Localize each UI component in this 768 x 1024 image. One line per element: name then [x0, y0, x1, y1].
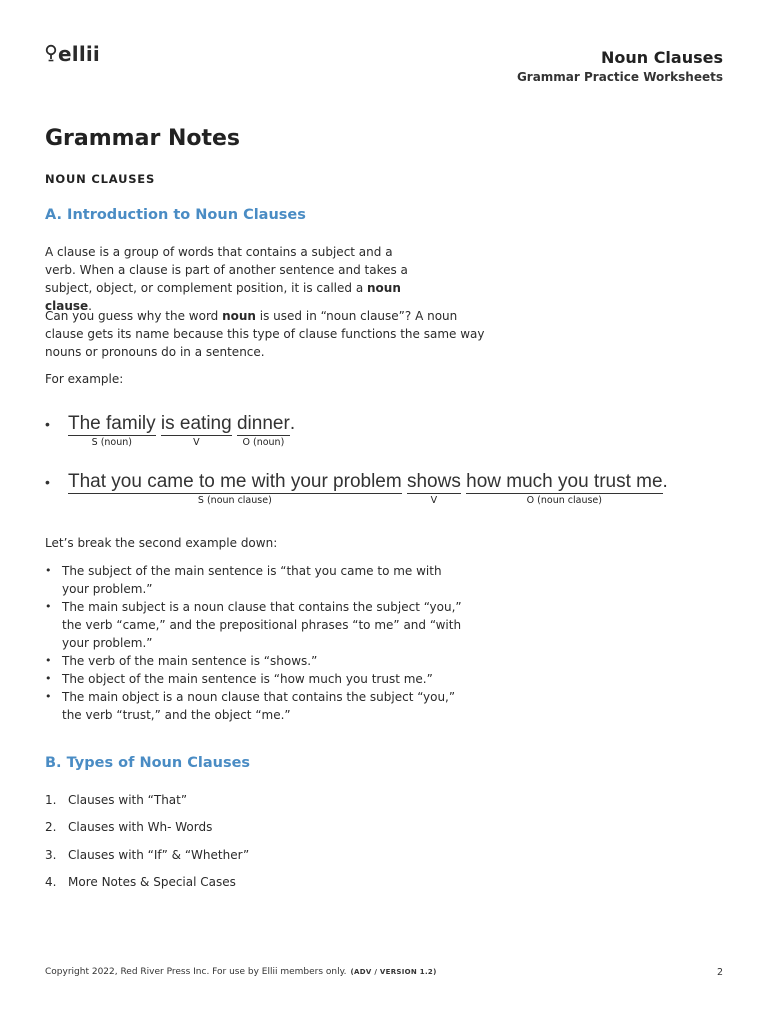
- list-item: • The main object is a noun clause that contains the subject “you,” the verb “trust,” and the object “me.”: [45, 688, 465, 724]
- section-b-heading: B. Types of Noun Clauses: [45, 755, 251, 771]
- document-title: Noun Clauses: [600, 48, 723, 67]
- page-title: Grammar Notes: [45, 126, 241, 151]
- bullet: •: [45, 474, 50, 490]
- object-label: O (noun): [242, 437, 285, 449]
- copyright-footer: Copyright 2022, Red River Press Inc. For use by Ellii members only. (ADV / VERSION 1.2): [45, 967, 437, 977]
- section-a-heading: A. Introduction to Noun Clauses: [45, 207, 306, 223]
- breakdown-intro: Let’s break the second example down:: [45, 536, 278, 550]
- object-label: O (noun clause): [526, 495, 602, 507]
- logo-text: ellii: [58, 42, 100, 66]
- document-header: [517, 48, 723, 85]
- example-verb: is eating V: [160, 413, 232, 449]
- list-item: 3. Clauses with “If” & “Whether”: [45, 847, 250, 862]
- example-subject: That you came to me with your problem S (noun clause): [68, 471, 402, 507]
- list-item: • The object of the main sentence is “how much you trust me.”: [45, 670, 465, 688]
- bullet: •: [45, 416, 50, 432]
- list-item: • The main subject is a noun clause that contains the subject “you,” the verb “came,” and the prepositional phrases “to me” and “with your problem.”: [45, 598, 465, 652]
- ellii-logo: [45, 44, 100, 64]
- list-item: 1. Clauses with “That”: [45, 793, 188, 807]
- for-example-label: For example:: [45, 372, 124, 386]
- subject-label: S (noun): [91, 437, 132, 449]
- document-subtitle: Grammar Practice Worksheets: [516, 70, 723, 84]
- types-list: [45, 791, 249, 900]
- verb-label: V: [430, 495, 438, 507]
- subject-label: S (noun clause): [197, 495, 272, 507]
- noun-paragraph: Can you guess why the word noun is used in “noun clause”? A noun clause gets its name because this type of clause functions the same way nouns or pronouns do in a sentence.: [45, 309, 485, 359]
- section-label: NOUN CLAUSES: [45, 172, 156, 186]
- breakdown-list: [45, 562, 465, 724]
- list-item: • The verb of the main sentence is “shows.”: [45, 652, 465, 670]
- intro-paragraph: A clause is a group of words that contains a subject and a verb. When a clause is part of another sentence and takes a subject, object, or complement position, it is called a noun clause.: [45, 245, 408, 313]
- lightbulb-icon: [45, 44, 57, 64]
- list-item: 4. More Notes & Special Cases: [45, 874, 236, 889]
- verb-label: V: [193, 437, 200, 449]
- list-item: 2. Clauses with Wh- Words: [45, 820, 213, 835]
- example-verb: shows V: [406, 471, 461, 507]
- example-object: dinner O (noun): [236, 413, 290, 449]
- example-subject: The family S (noun): [68, 413, 156, 449]
- example-object: how much you trust me O (noun clause): [466, 471, 663, 507]
- page-number: 2: [716, 967, 723, 978]
- version-label: (ADV / VERSION 1.2): [350, 968, 437, 976]
- example-sentence-1: • The family S (noun) is eating V dinner O (noun) .: [45, 413, 296, 449]
- list-item: • The subject of the main sentence is “that you came to me with your problem.”: [45, 562, 465, 598]
- example-sentence-2: • That you came to me with your problem S (noun clause) shows V how much you trust me O (noun clause) .: [45, 471, 668, 507]
